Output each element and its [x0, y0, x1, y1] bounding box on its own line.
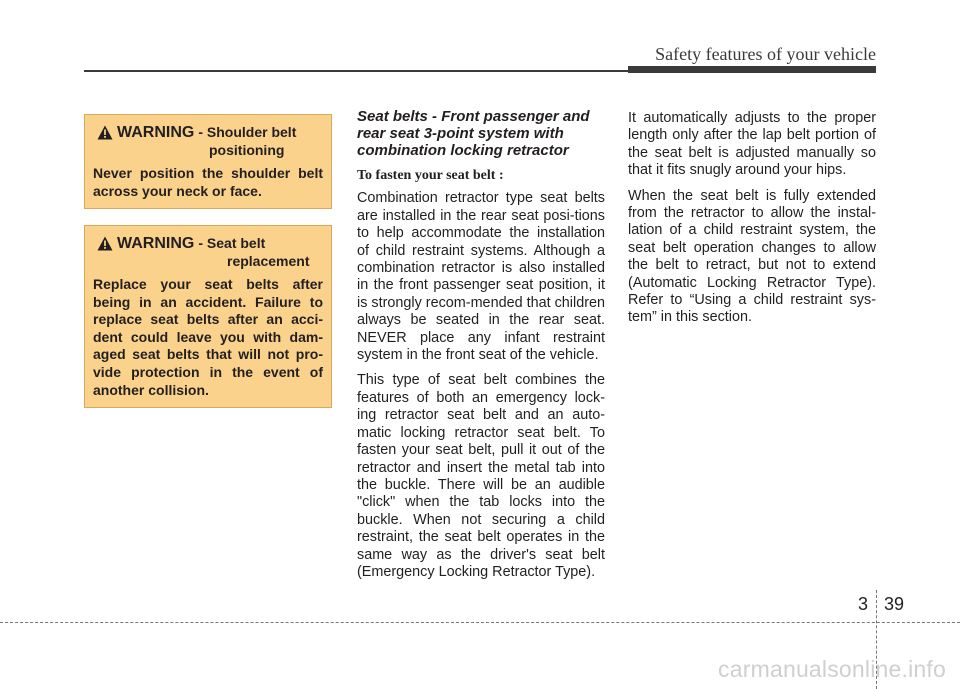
- warning-topic-line1: - Seat belt: [198, 235, 266, 251]
- warning-topic-line1: - Shoulder belt: [198, 124, 297, 140]
- warning-topic-line2: replacement: [227, 253, 310, 269]
- paragraph: This type of seat belt combines the features of both an emergency lock-ing retractor seat belt and an auto-matic locking retractor seat belt. To fasten your seat belt, pull it out of the retractor and insert the metal tab into the buckle. There will be an audible "click" when the tab locks into the buckle. When not securing a child restraint, the seat belt operates in the same way as the driver's seat belt (Emergency Locking Retractor Type).: [357, 372, 605, 580]
- warning-box-shoulder-belt: [84, 114, 332, 209]
- warning-label: WARNING: [117, 124, 195, 141]
- chapter-number: 3: [858, 594, 869, 614]
- warning-topic-line2: positioning: [209, 142, 285, 158]
- section-subheading: To fasten your seat belt :: [357, 168, 504, 183]
- warning-heading: [93, 124, 323, 159]
- paragraph: Combination retractor type seat belts are installed in the rear seat posi-tions to help accommodate the installation of child restraint systems. Although a combination retractor is also installed in the front passenger seat position, it is strongly recom-mended that children always be seated in the rear seat. NEVER place any infant restraint system in the front seat of the vehicle.: [357, 190, 605, 364]
- paragraph: It automatically adjusts to the proper length only after the lap belt portion of the seat belt is adjusted manually so that it fits snugly around your hips.: [628, 110, 876, 179]
- footer-rule: [0, 622, 960, 624]
- page-header-title: Safety features of your vehicle: [655, 44, 876, 64]
- warning-label: WARNING: [117, 235, 195, 252]
- watermark: carmanualsonline.info: [718, 656, 946, 682]
- page-number: 39: [884, 594, 905, 614]
- paragraph: When the seat belt is fully extended from the retractor to allow the instal-lation of a child restraint system, the seat belt operation changes to allow the belt to retract, but not to extend (Automatic Locking Retractor Type). Refer to “Using a child restraint sys-tem” in this section.: [628, 187, 876, 326]
- warning-text: Replace your seat belts after being in an accident. Failure to replace seat belts after an acci-dent could leave you with dam-aged seat belts that will not pro-vide protection in the event of another collision.: [93, 276, 323, 398]
- warning-triangle-icon: [97, 125, 113, 145]
- section-title: Seat belts - Front passenger and rear seat 3-point system with combination locking retractor: [357, 108, 590, 159]
- middle-column: [357, 108, 605, 589]
- warning-heading: [93, 235, 323, 270]
- warning-triangle-icon: [97, 236, 113, 256]
- warning-text: Never position the shoulder belt across your neck or face.: [93, 165, 323, 199]
- right-column: [628, 110, 876, 335]
- warning-box-seat-belt-replacement: [84, 225, 332, 408]
- header-rule-accent: [628, 66, 876, 73]
